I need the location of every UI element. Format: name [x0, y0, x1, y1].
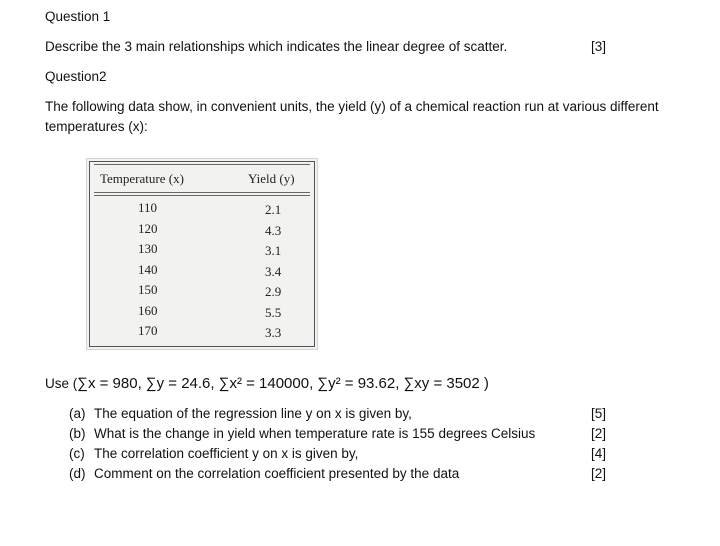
- sums-line: [45, 375, 489, 393]
- table-cell-y: 3.4: [265, 263, 282, 279]
- table-header-yield: Yield (y): [248, 171, 295, 186]
- part-d-marks: [2]: [591, 466, 607, 481]
- table-header-rule: [94, 192, 310, 193]
- question1-marks: [3]: [591, 39, 607, 54]
- part-c-label: (c): [69, 446, 85, 461]
- table-cell-x: 170: [138, 323, 158, 338]
- sum-x: ∑x = 980,: [77, 375, 146, 392]
- part-b-label: (b): [69, 426, 86, 441]
- table-cell-x: 110: [138, 200, 158, 215]
- data-table-image: [86, 158, 318, 350]
- sum-x-squared: ∑x² = 140000,: [218, 375, 318, 392]
- question2-intro-line1: The following data show, in convenient units, the yield (y) of a chemical reaction run at various different: [45, 99, 659, 114]
- table-cell-y: 3.3: [265, 325, 282, 340]
- sum-y-squared: ∑y² = 93.62,: [317, 375, 404, 392]
- data-table: [89, 161, 315, 347]
- part-c-text: The correlation coefficient y on x is given by,: [94, 446, 359, 461]
- table-cell-y: 5.5: [265, 304, 282, 320]
- table-top-rule: [94, 164, 310, 165]
- table-cell-x: 120: [138, 220, 158, 236]
- sum-y: ∑y = 24.6,: [145, 375, 219, 392]
- sums-prefix: Use (: [45, 376, 78, 391]
- question1-text: Describe the 3 main relationships which indicates the linear degree of scatter.: [45, 39, 508, 54]
- table-cell-x: 130: [138, 241, 158, 256]
- table-cell-x: 160: [138, 302, 158, 318]
- sum-xy: ∑xy = 3502 ): [403, 375, 489, 392]
- part-c-marks: [4]: [591, 446, 607, 461]
- table-cell-x: 150: [138, 282, 158, 297]
- question2-intro-line2: temperatures (x):: [45, 119, 148, 134]
- table-cell-y: 2.9: [265, 284, 282, 299]
- table-column-y: [265, 200, 281, 344]
- part-b-marks: [2]: [591, 426, 607, 441]
- question2-heading: Question2: [45, 69, 107, 84]
- table-cell-y: 2.1: [265, 202, 282, 217]
- table-cell-y: 4.3: [265, 222, 282, 238]
- part-a-label: (a): [69, 406, 86, 421]
- part-d-label: (d): [69, 466, 86, 481]
- table-column-x: [138, 198, 158, 342]
- table-header-rule-double: [94, 195, 310, 196]
- table-cell-y: 3.1: [265, 243, 282, 258]
- question1-heading: Question 1: [45, 9, 111, 24]
- part-d-text: Comment on the correlation coefficient presented by the data: [94, 466, 460, 481]
- part-a-marks: [5]: [591, 406, 607, 421]
- part-b-text: What is the change in yield when temperature rate is 155 degrees Celsius: [94, 426, 536, 441]
- table-header-temperature: Temperature (x): [100, 171, 184, 186]
- part-a-text: The equation of the regression line y on x is given by,: [94, 406, 412, 421]
- table-cell-x: 140: [138, 261, 158, 277]
